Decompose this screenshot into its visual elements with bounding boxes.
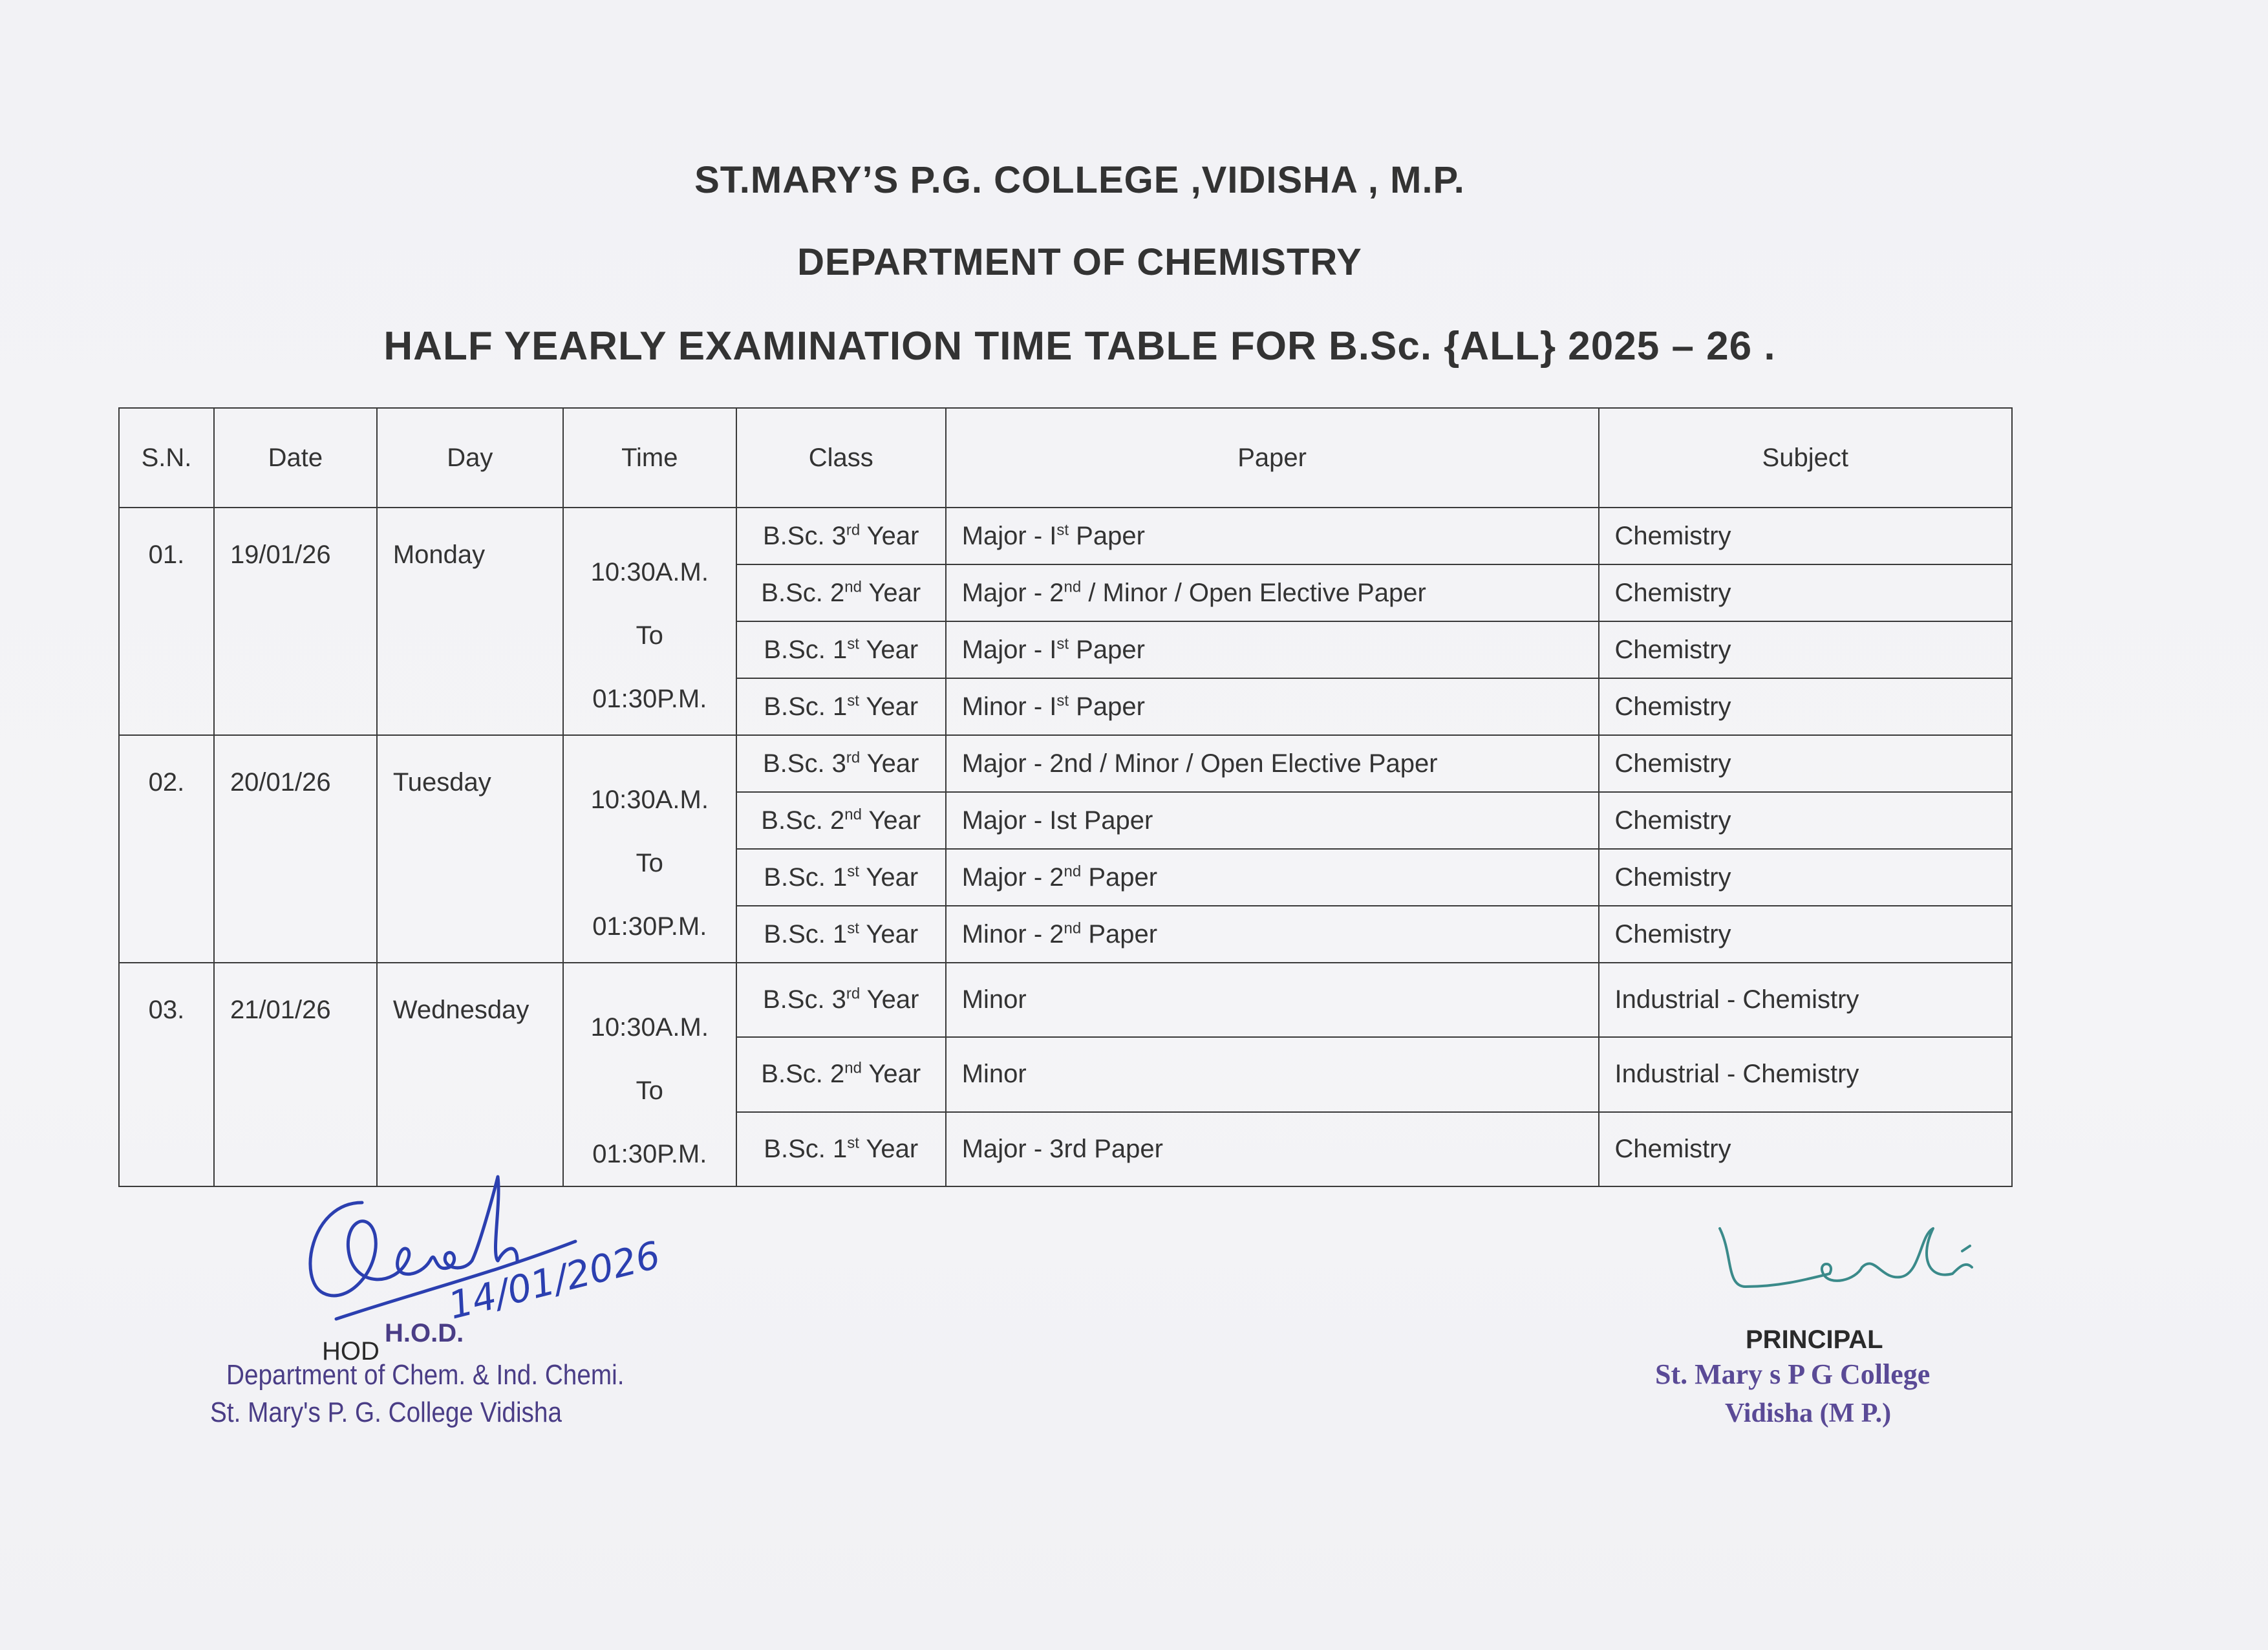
table-body xyxy=(119,508,2012,1186)
class-suffix: Year xyxy=(860,521,919,550)
time-to-word: To xyxy=(636,621,663,650)
time-from: 10:30A.M. xyxy=(590,1013,709,1042)
cell-time xyxy=(563,963,736,1186)
cell-subject: Chemistry xyxy=(1599,508,2012,564)
paper-suffix: Paper xyxy=(1069,692,1145,721)
cell-paper xyxy=(946,508,1599,564)
class-text: B.Sc. 1 xyxy=(764,692,848,721)
class-ordinal: st xyxy=(847,1134,859,1152)
class-ordinal: st xyxy=(847,692,859,710)
cell-class xyxy=(736,621,946,678)
cell-sn: 03. xyxy=(119,963,214,1186)
paper-text: Minor - I xyxy=(961,692,1057,721)
class-suffix: Year xyxy=(860,985,919,1014)
paper-text: Major - I xyxy=(961,521,1057,550)
class-text: B.Sc. 2 xyxy=(761,806,845,835)
cell-subject: Chemistry xyxy=(1599,678,2012,735)
paper-ordinal: nd xyxy=(1064,578,1082,596)
cell-time xyxy=(563,508,736,735)
cell-paper xyxy=(946,1112,1599,1186)
paper-suffix: Paper xyxy=(1081,919,1158,948)
col-header-subject: Subject xyxy=(1599,408,2012,508)
cell-subject: Chemistry xyxy=(1599,621,2012,678)
cell-subject: Chemistry xyxy=(1599,849,2012,906)
cell-class xyxy=(736,678,946,735)
col-header-day: Day xyxy=(377,408,563,508)
class-ordinal: st xyxy=(847,919,859,938)
paper-ordinal: st xyxy=(1056,692,1069,710)
class-text: B.Sc. 1 xyxy=(764,1134,848,1163)
hod-label: HOD xyxy=(322,1337,380,1366)
class-text: B.Sc. 1 xyxy=(764,919,848,948)
cell-class xyxy=(736,963,946,1037)
time-from: 10:30A.M. xyxy=(590,558,709,586)
cell-class xyxy=(736,906,946,963)
time-from: 10:30A.M. xyxy=(590,786,709,814)
paper-text: Major - I xyxy=(961,635,1057,664)
col-header-class: Class xyxy=(736,408,946,508)
cell-class xyxy=(736,735,946,792)
paper-suffix: / Minor / Open Elective Paper xyxy=(1081,578,1426,607)
class-ordinal: st xyxy=(847,635,859,653)
cell-class xyxy=(736,849,946,906)
cell-class xyxy=(736,792,946,849)
class-ordinal: nd xyxy=(844,1060,862,1078)
cell-paper xyxy=(946,678,1599,735)
class-suffix: Year xyxy=(861,1060,921,1089)
cell-date: 19/01/26 xyxy=(214,508,377,735)
class-text: B.Sc. 3 xyxy=(762,749,846,778)
class-ordinal: rd xyxy=(846,749,861,767)
paper-suffix: Paper xyxy=(1069,521,1145,550)
cell-subject: Industrial - Chemistry xyxy=(1599,1037,2012,1111)
class-suffix: Year xyxy=(859,862,919,892)
paper-text: Minor - 2 xyxy=(961,919,1064,948)
class-suffix: Year xyxy=(859,1134,919,1163)
principal-stamp-line2: Vidisha (M P.) xyxy=(1725,1398,1892,1428)
principal-signature xyxy=(1707,1216,1991,1312)
paper-text: Major - Ist Paper xyxy=(961,806,1153,835)
department-name: DEPARTMENT OF CHEMISTRY xyxy=(797,241,1362,283)
class-text: B.Sc. 1 xyxy=(764,635,848,664)
hod-stamp-line3: St. Mary's P. G. College Vidisha xyxy=(210,1397,562,1428)
college-name: ST.MARY’S P.G. COLLEGE ,VIDISHA , M.P. xyxy=(694,159,1465,201)
class-ordinal: nd xyxy=(844,806,862,824)
class-text: B.Sc. 3 xyxy=(762,521,846,550)
cell-date: 20/01/26 xyxy=(214,735,377,963)
cell-date: 21/01/26 xyxy=(214,963,377,1186)
cell-day: Wednesday xyxy=(377,963,563,1186)
class-suffix: Year xyxy=(861,578,921,607)
cell-sn: 02. xyxy=(119,735,214,963)
cell-paper xyxy=(946,621,1599,678)
paper-text: Major - 2nd / Minor / Open Elective Paper xyxy=(961,749,1438,778)
cell-paper xyxy=(946,849,1599,906)
class-suffix: Year xyxy=(859,919,919,948)
paper-ordinal: nd xyxy=(1064,862,1082,881)
cell-time xyxy=(563,735,736,963)
col-header-paper: Paper xyxy=(946,408,1599,508)
cell-subject: Chemistry xyxy=(1599,564,2012,621)
time-to-word: To xyxy=(636,1077,663,1105)
paper-ordinal: nd xyxy=(1064,919,1082,938)
class-ordinal: nd xyxy=(844,578,862,596)
class-suffix: Year xyxy=(859,692,919,721)
class-text: B.Sc. 1 xyxy=(764,862,848,892)
col-header-sn: S.N. xyxy=(119,408,214,508)
cell-class xyxy=(736,1037,946,1111)
paper-ordinal: st xyxy=(1056,635,1069,653)
principal-stamp-line1: St. Mary s P G College xyxy=(1655,1358,1931,1390)
class-ordinal: st xyxy=(847,862,859,881)
class-text: B.Sc. 3 xyxy=(762,985,846,1014)
paper-text: Minor xyxy=(961,1060,1027,1089)
time-to: 01:30P.M. xyxy=(592,685,707,713)
class-text: B.Sc. 2 xyxy=(761,578,845,607)
table-row xyxy=(119,735,2012,792)
document-title: HALF YEARLY EXAMINATION TIME TABLE FOR B.Sc. {ALL} 2025 – 26 . xyxy=(383,324,1776,369)
cell-subject: Chemistry xyxy=(1599,735,2012,792)
cell-day: Monday xyxy=(377,508,563,735)
paper-text: Major - 3rd Paper xyxy=(961,1134,1163,1163)
paper-ordinal: st xyxy=(1056,521,1069,539)
cell-subject: Chemistry xyxy=(1599,906,2012,963)
cell-class xyxy=(736,508,946,564)
paper-suffix: Paper xyxy=(1081,862,1158,892)
cell-class xyxy=(736,1112,946,1186)
paper-text: Major - 2 xyxy=(961,862,1064,892)
table-header-row xyxy=(119,408,2012,508)
table-row xyxy=(119,963,2012,1037)
hod-signature-date: 14/01/2026 xyxy=(444,1232,665,1328)
class-ordinal: rd xyxy=(846,985,861,1003)
cell-subject: Chemistry xyxy=(1599,792,2012,849)
class-suffix: Year xyxy=(860,749,919,778)
cell-paper xyxy=(946,792,1599,849)
hod-stamp-line1: H.O.D. xyxy=(385,1319,464,1347)
hod-stamp-line2: Department of Chem. & Ind. Chemi. xyxy=(226,1359,625,1391)
time-to: 01:30P.M. xyxy=(592,912,707,941)
col-header-date: Date xyxy=(214,408,377,508)
col-header-time: Time xyxy=(563,408,736,508)
class-ordinal: rd xyxy=(846,521,861,539)
cell-class xyxy=(736,564,946,621)
paper-text: Major - 2 xyxy=(961,578,1064,607)
paper-suffix: Paper xyxy=(1069,635,1145,664)
time-to: 01:30P.M. xyxy=(592,1140,707,1168)
class-suffix: Year xyxy=(861,806,921,835)
cell-paper xyxy=(946,1037,1599,1111)
cell-paper xyxy=(946,564,1599,621)
cell-paper xyxy=(946,735,1599,792)
class-text: B.Sc. 2 xyxy=(761,1060,845,1089)
paper-text: Minor xyxy=(961,985,1027,1014)
class-suffix: Year xyxy=(859,635,919,664)
cell-sn: 01. xyxy=(119,508,214,735)
cell-paper xyxy=(946,906,1599,963)
cell-day: Tuesday xyxy=(377,735,563,963)
cell-paper xyxy=(946,963,1599,1037)
exam-timetable xyxy=(118,407,2013,1187)
cell-subject: Chemistry xyxy=(1599,1112,2012,1186)
cell-subject: Industrial - Chemistry xyxy=(1599,963,2012,1037)
principal-label: PRINCIPAL xyxy=(1746,1325,1883,1354)
time-to-word: To xyxy=(636,849,663,877)
table-row xyxy=(119,508,2012,564)
